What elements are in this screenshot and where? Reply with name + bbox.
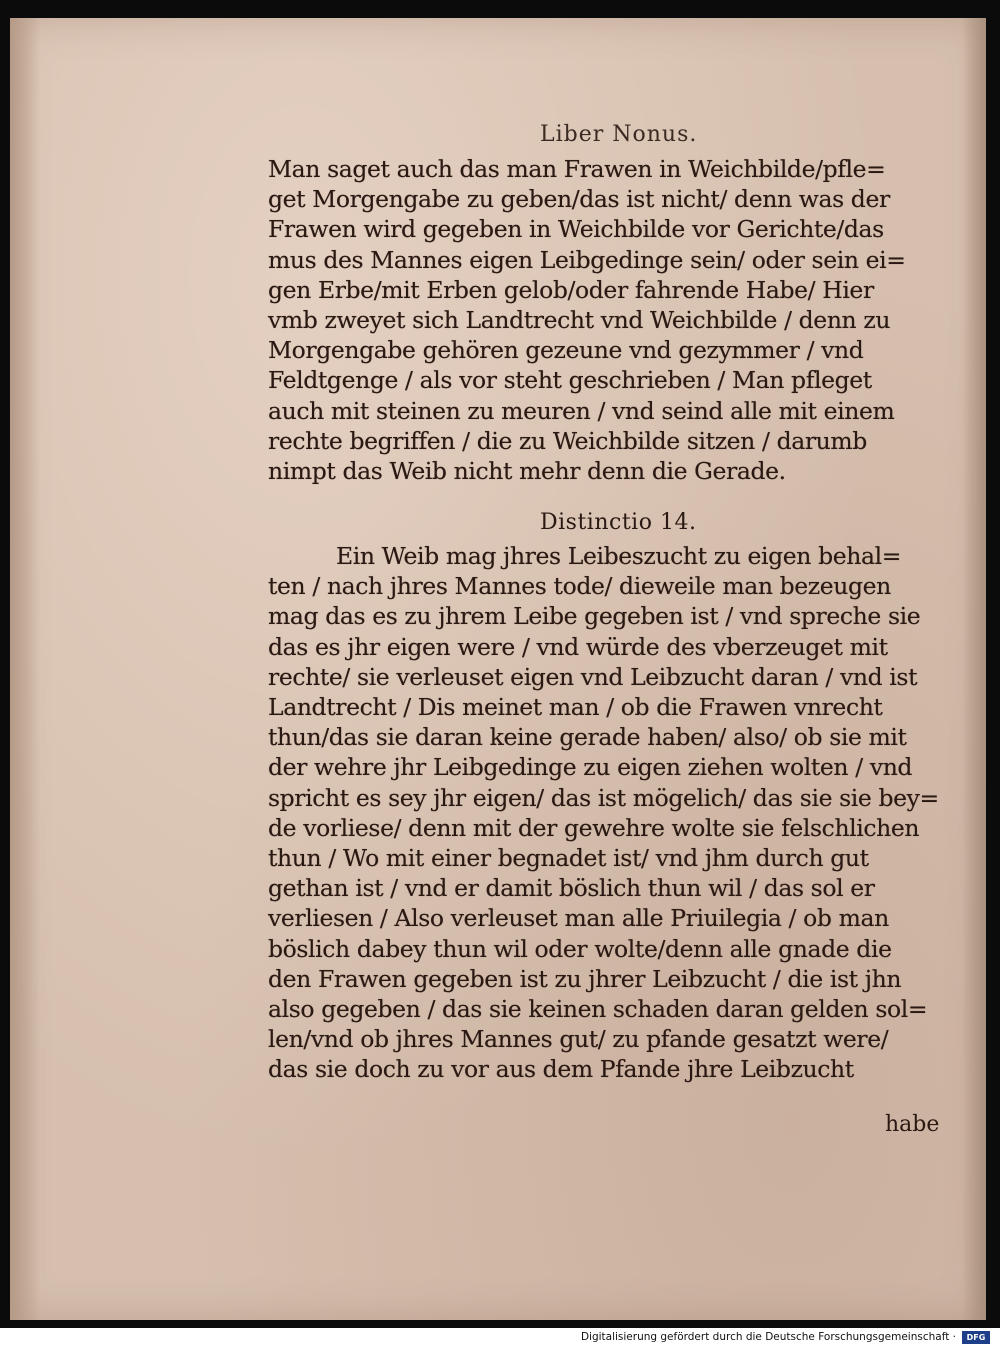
text-line: get Morgengabe zu geben/das ist nicht/ denn was der <box>268 185 890 214</box>
text-line: mag das es zu jhrem Leibe gegeben ist / vnd spreche sie <box>268 602 921 631</box>
text-line: spricht es sey jhr eigen/ das ist mögelich/ das sie sie bey= <box>268 783 939 812</box>
text-line: das sie doch zu vor aus dem Pfande jhre Leibzucht <box>268 1055 854 1084</box>
text-line: gen Erbe/mit Erben gelob/oder fahrende Habe/ Hier <box>268 275 874 304</box>
text-line: der wehre jhr Leibgedinge zu eigen ziehen wolten / vnd <box>268 753 913 782</box>
section-heading: Distinctio 14. <box>540 510 697 535</box>
text-line: den Frawen gegeben ist zu jhrer Leibzucht / die ist jhn <box>268 964 902 993</box>
text-line: len/vnd ob jhres Mannes gut/ zu pfande gesatzt were/ <box>268 1025 889 1054</box>
footer-credit: Digitalisierung gefördert durch die Deutsche Forschungsgemeinschaft · <box>580 1331 956 1343</box>
text-line: thun / Wo mit einer begnadet ist/ vnd jhm durch gut <box>268 844 869 872</box>
text-line: Morgengabe gehören gezeune vnd gezymmer / vnd <box>268 336 864 365</box>
text-line: de vorliese/ denn mit der gewehre wolte sie felschlichen <box>268 813 920 842</box>
text-line: also gegeben / das sie keinen schaden daran gelden sol= <box>268 995 928 1023</box>
text-line: Ein Weib mag jhres Leibeszucht zu eigen behal= <box>336 542 901 570</box>
running-head: Liber Nonus. <box>540 122 698 147</box>
footer-bar <box>0 1328 1000 1348</box>
text-line: Landtrecht / Dis meinet man / ob die Frawen vnrecht <box>268 693 883 721</box>
text-line: rechte/ sie verleuset eigen vnd Leibzucht daran / vnd ist <box>268 662 918 691</box>
text-line: thun/das sie daran keine gerade haben/ also/ ob sie mit <box>268 723 907 752</box>
text-line: böslich dabey thun wil oder wolte/denn alle gnade die <box>268 934 892 963</box>
text-line: gethan ist / vnd er damit böslich thun wil / das sol er <box>268 874 875 903</box>
text-line: Man saget auch das man Frawen in Weichbilde/pfle= <box>268 155 886 183</box>
dfg-logo: DFG <box>962 1331 990 1344</box>
text-line: mus des Mannes eigen Leibgedinge sein/ oder sein ei= <box>268 245 906 274</box>
text-line: das es jhr eigen were / vnd würde des vberzeuget mit <box>268 632 888 661</box>
text-line: auch mit steinen zu meuren / vnd seind alle mit einem <box>268 396 895 425</box>
text-line: ten / nach jhres Mannes tode/ dieweile man bezeugen <box>268 572 891 601</box>
catchword: habe <box>885 1112 940 1137</box>
text-line: nimpt das Weib nicht mehr denn die Gerade. <box>268 457 786 485</box>
text-line: verliesen / Also verleuset man alle Priuilegia / ob man <box>268 904 889 933</box>
text-line: Frawen wird gegeben in Weichbilde vor Gerichte/das <box>268 215 884 244</box>
text-line: rechte begriffen / die zu Weichbilde sitzen / darumb <box>268 426 867 455</box>
text-line: Feldtgenge / als vor steht geschrieben / Man pfleget <box>268 366 872 395</box>
text-line: vmb zweyet sich Landtrecht vnd Weichbilde / denn zu <box>268 306 891 334</box>
